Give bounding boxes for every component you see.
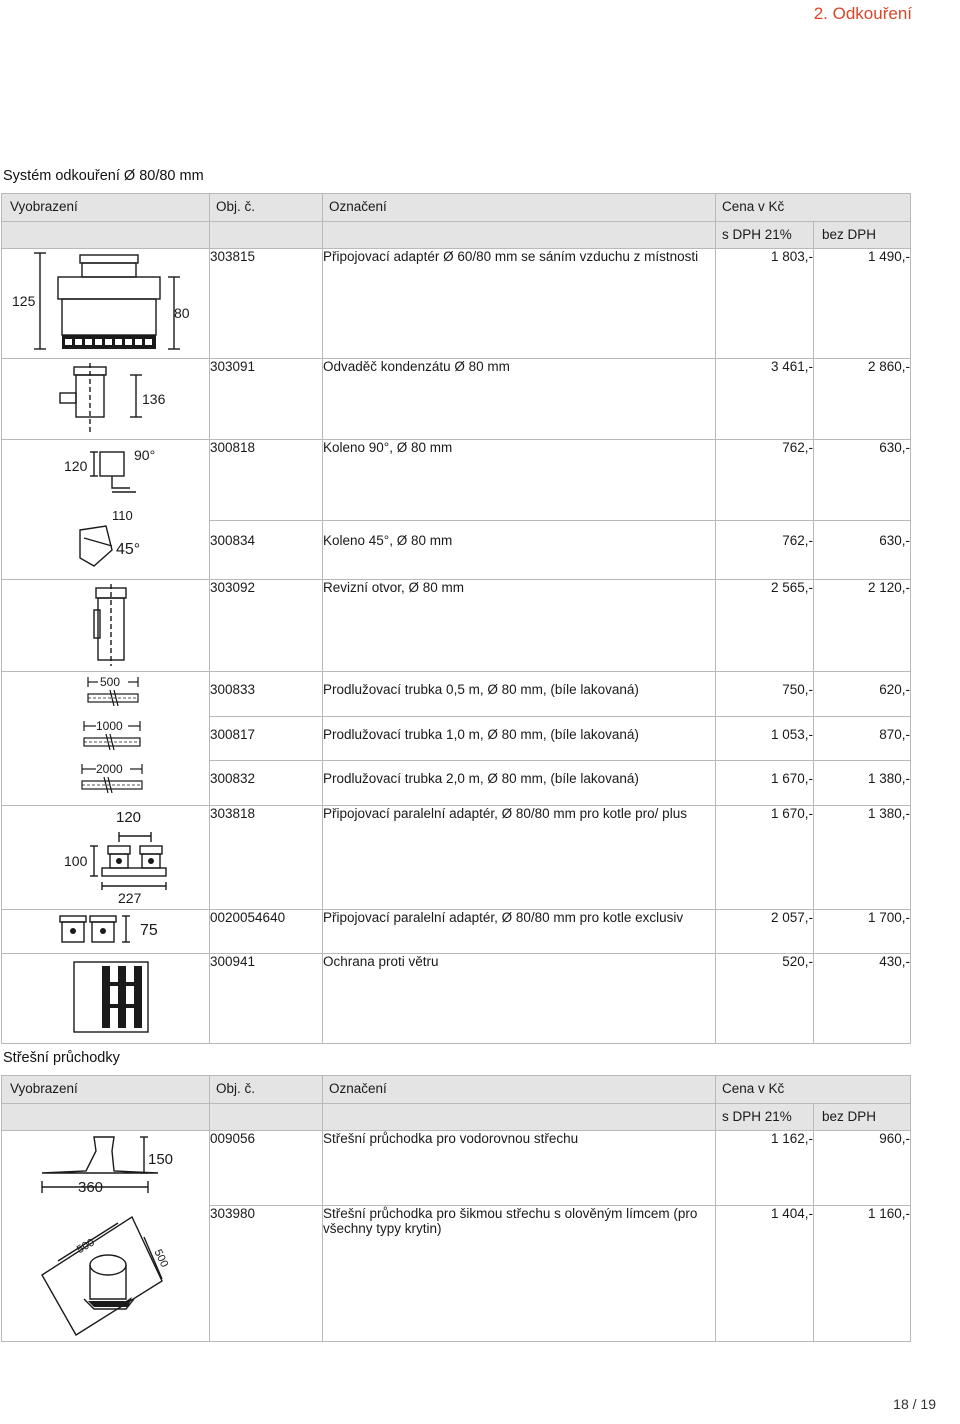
dim-500: 500	[100, 675, 121, 689]
price-without-vat: 1 490,-	[814, 249, 911, 359]
section-title-roof: Střešní průchodky	[3, 1050, 120, 1066]
price-without-vat: 2 120,-	[814, 580, 911, 672]
price-without-vat: 2 860,-	[814, 359, 911, 440]
order-number: 300817	[210, 716, 323, 761]
product-name: Koleno 45°, Ø 80 mm	[323, 521, 716, 580]
product-image-condensate	[2, 359, 210, 440]
order-number: 303980	[210, 1206, 323, 1342]
product-image-pipes	[2, 672, 210, 806]
product-image-parallel-exclusiv	[2, 910, 210, 954]
price-with-vat: 1 053,-	[716, 716, 814, 761]
price-without-vat: 1 160,-	[814, 1206, 911, 1342]
dim-120: 120	[64, 458, 88, 474]
product-image-elbows	[2, 440, 210, 580]
parallel-plus-drawing	[2, 806, 210, 906]
col-without-vat: bez DPH	[814, 1104, 911, 1131]
product-name: Střešní průchodka pro vodorovnou střechu	[323, 1131, 716, 1206]
order-number: 303818	[210, 806, 323, 910]
elbows-drawing	[2, 440, 210, 576]
table-subheader-row	[2, 222, 911, 249]
price-without-vat: 430,-	[814, 954, 911, 1044]
price-without-vat: 1 380,-	[814, 806, 911, 910]
table-row	[2, 806, 911, 910]
product-name: Prodlužovací trubka 2,0 m, Ø 80 mm, (bíle lakovaná)	[323, 761, 716, 806]
col-image: Vyobrazení	[2, 194, 210, 222]
dim-150: 150	[148, 1151, 174, 1168]
order-number: 303815	[210, 249, 323, 359]
col-with-vat: s DPH 21%	[716, 222, 814, 249]
table-subheader-row	[2, 1104, 911, 1131]
order-number: 300941	[210, 954, 323, 1044]
product-name: Připojovací paralelní adaptér, Ø 80/80 mm pro kotle exclusiv	[323, 910, 716, 954]
product-name: Střešní průchodka pro šikmou střechu s olověným límcem (pro všechny typy krytin)	[323, 1206, 716, 1342]
product-image-inspection	[2, 580, 210, 672]
product-image-adapter	[2, 249, 210, 359]
product-name: Prodlužovací trubka 0,5 m, Ø 80 mm, (bíle lakovaná)	[323, 672, 716, 717]
table-header-row	[2, 194, 911, 222]
price-without-vat: 1 700,-	[814, 910, 911, 954]
col-image: Vyobrazení	[2, 1076, 210, 1104]
page-number: 18 / 19	[893, 1396, 936, 1412]
price-with-vat: 520,-	[716, 954, 814, 1044]
price-with-vat: 3 461,-	[716, 359, 814, 440]
col-with-vat: s DPH 21%	[716, 1104, 814, 1131]
dim-136: 136	[142, 391, 166, 407]
dim-500b: 500	[151, 1247, 171, 1270]
product-name: Ochrana proti větru	[323, 954, 716, 1044]
order-number: 300818	[210, 440, 323, 521]
product-name: Revizní otvor, Ø 80 mm	[323, 580, 716, 672]
section-title-flue-system: Systém odkouření Ø 80/80 mm	[3, 168, 204, 184]
parallel-exclusiv-drawing	[2, 910, 210, 950]
table-row	[2, 580, 911, 672]
order-number: 300832	[210, 761, 323, 806]
dim-90: 90°	[134, 447, 156, 463]
product-image-wind-guard	[2, 954, 210, 1044]
col-order: Obj. č.	[210, 194, 323, 222]
flue-system-table	[1, 193, 911, 1044]
price-with-vat: 2 057,-	[716, 910, 814, 954]
roof-drawing	[2, 1131, 210, 1338]
order-number: 0020054640	[210, 910, 323, 954]
dim-80: 80	[174, 305, 190, 321]
price-with-vat: 1 404,-	[716, 1206, 814, 1342]
product-image-roof	[2, 1131, 210, 1342]
order-number: 300834	[210, 521, 323, 580]
col-without-vat: bez DPH	[814, 222, 911, 249]
price-without-vat: 870,-	[814, 716, 911, 761]
table-row	[2, 672, 911, 717]
price-with-vat: 1 803,-	[716, 249, 814, 359]
pipes-drawing	[2, 672, 210, 802]
price-with-vat: 762,-	[716, 440, 814, 521]
condensate-drawing	[2, 359, 210, 436]
product-name: Připojovací adaptér Ø 60/80 mm se sáním vzduchu z místnosti	[323, 249, 716, 359]
table-row	[2, 359, 911, 440]
price-with-vat: 2 565,-	[716, 580, 814, 672]
wind-guard-drawing	[2, 954, 210, 1040]
col-name: Označení	[323, 1076, 716, 1104]
col-name: Označení	[323, 194, 716, 222]
dim-120b: 120	[116, 809, 142, 826]
table-row	[2, 249, 911, 359]
price-without-vat: 1 380,-	[814, 761, 911, 806]
order-number: 009056	[210, 1131, 323, 1206]
table-row	[2, 910, 911, 954]
dim-45: 45°	[116, 541, 141, 558]
dim-110: 110	[112, 508, 133, 523]
product-name: Připojovací paralelní adaptér, Ø 80/80 mm pro kotle pro/ plus	[323, 806, 716, 910]
product-name: Odvaděč kondenzátu Ø 80 mm	[323, 359, 716, 440]
product-name: Prodlužovací trubka 1,0 m, Ø 80 mm, (bíle lakovaná)	[323, 716, 716, 761]
dim-360: 360	[78, 1179, 104, 1196]
dim-1000: 1000	[96, 719, 123, 733]
chapter-title: 2. Odkouření	[813, 4, 912, 23]
product-name: Koleno 90°, Ø 80 mm	[323, 440, 716, 521]
col-price: Cena v Kč	[716, 1076, 911, 1104]
product-image-parallel-plus	[2, 806, 210, 910]
price-without-vat: 630,-	[814, 440, 911, 521]
table-row	[2, 954, 911, 1044]
price-with-vat: 750,-	[716, 672, 814, 717]
order-number: 303092	[210, 580, 323, 672]
order-number: 300833	[210, 672, 323, 717]
col-order: Obj. č.	[210, 1076, 323, 1104]
dim-227: 227	[118, 890, 142, 906]
inspection-drawing	[2, 580, 210, 668]
roof-table	[1, 1075, 911, 1342]
price-without-vat: 960,-	[814, 1131, 911, 1206]
price-with-vat: 762,-	[716, 521, 814, 580]
table-row	[2, 1131, 911, 1206]
table-row	[2, 440, 911, 521]
table-header-row	[2, 1076, 911, 1104]
order-number: 303091	[210, 359, 323, 440]
price-with-vat: 1 670,-	[716, 761, 814, 806]
price-with-vat: 1 670,-	[716, 806, 814, 910]
dim-500a: 500	[74, 1236, 97, 1257]
dim-125: 125	[12, 293, 36, 309]
dim-75: 75	[140, 922, 158, 939]
price-without-vat: 630,-	[814, 521, 911, 580]
dim-2000: 2000	[96, 762, 123, 776]
dim-100: 100	[64, 853, 88, 869]
adapter-drawing	[2, 249, 210, 355]
price-without-vat: 620,-	[814, 672, 911, 717]
col-price: Cena v Kč	[716, 194, 911, 222]
price-with-vat: 1 162,-	[716, 1131, 814, 1206]
